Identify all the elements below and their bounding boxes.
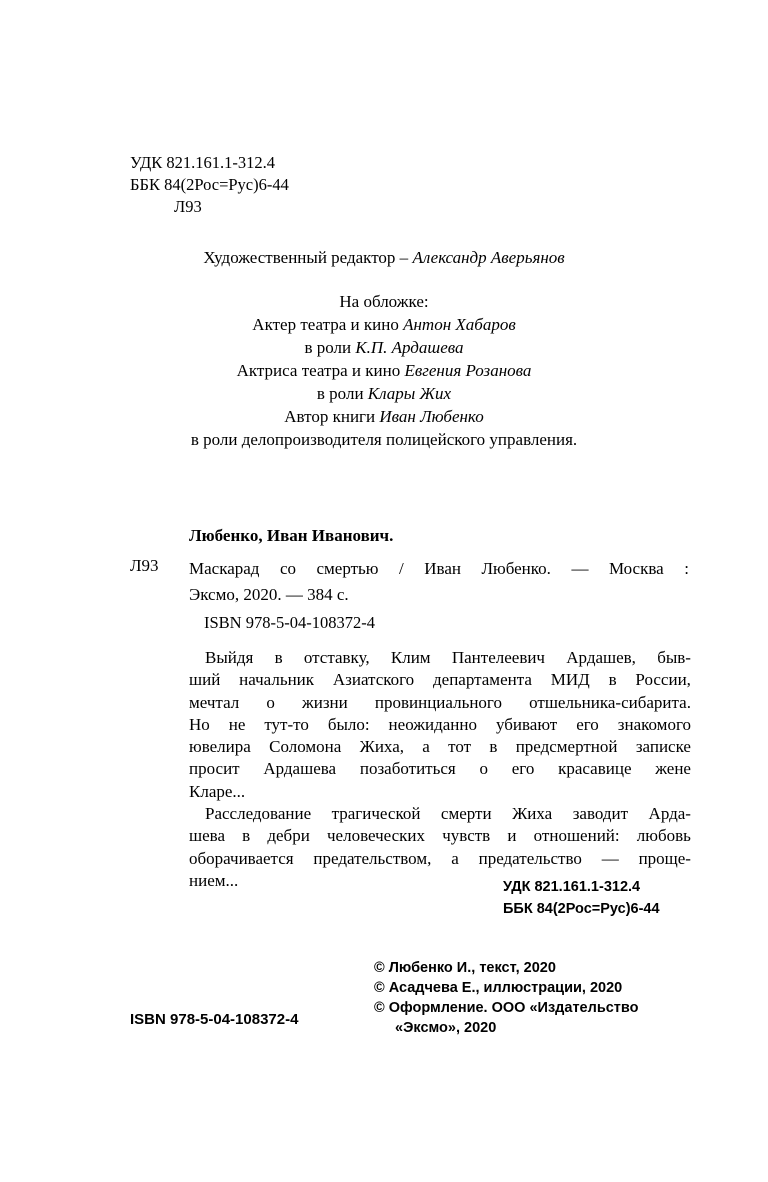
annotation-line: шева в дебри человеческих чувств и отношений: любовь — [189, 826, 691, 846]
author-mark: Л93 — [174, 197, 202, 216]
bottom-classification — [503, 876, 660, 920]
bottom-bbk: ББК 84(2Рос=Рус)6-44 — [503, 901, 660, 917]
catalog-description — [189, 556, 689, 608]
annotation-line: Выйдя в отставку, Клим Пантелеевич Ардашев, быв- — [205, 648, 691, 667]
catalog-line-2: Эксмо, 2020. — 384 с. — [189, 585, 349, 604]
cover-credits — [0, 290, 768, 451]
copyright-line: © Любенко И., текст, 2020 — [374, 960, 556, 976]
bottom-udk: УДК 821.161.1-312.4 — [503, 879, 641, 895]
editor-label: Художественный редактор – — [203, 248, 409, 267]
classification-codes — [130, 152, 289, 218]
cover-line: Актер театра и кино Антон Хабаров — [252, 315, 516, 334]
art-editor-line — [0, 248, 768, 268]
catalog-isbn: ISBN 978-5-04-108372-4 — [204, 613, 375, 632]
annotation-line: Кларе... — [189, 781, 246, 801]
udk-code: УДК 821.161.1-312.4 — [130, 153, 276, 172]
cover-line: Актриса театра и кино Евгения Розанова — [236, 361, 532, 380]
copyright-line: © Оформление. ООО «Издательство — [374, 1000, 639, 1016]
cover-line: в роли К.П. Ардашева — [304, 338, 464, 357]
cover-line: в роли делопроизводителя полицейского управления. — [190, 430, 578, 449]
annotation-line: нием... — [189, 870, 239, 890]
cover-line: в роли Клары Жих — [316, 384, 452, 403]
annotation-line: оборачивается предательством, а предательство — проще- — [189, 848, 691, 868]
catalog-line-1: Маскарад со смертью / Иван Любенко. — Москва : — [189, 559, 689, 578]
catalog-mark: Л93 — [130, 556, 159, 575]
annotation — [189, 647, 691, 892]
copyright-line: © Асадчева Е., иллюстрации, 2020 — [374, 980, 623, 996]
bbk-code: ББК 84(2Рос=Рус)6-44 — [130, 175, 289, 194]
annotation-line: просит Ардашева позаботиться о его красавице жене — [189, 759, 691, 779]
editor-name: Александр Аверьянов — [412, 248, 565, 267]
copyright-line: «Эксмо», 2020 — [395, 1020, 497, 1036]
copyright-block — [374, 958, 638, 1038]
isbn-bottom: ISBN 978-5-04-108372-4 — [130, 1011, 299, 1028]
annotation-line: ший начальник Азиатского департамента МИД в России, — [189, 670, 691, 690]
annotation-line: Расследование трагической смерти Жиха заводит Арда- — [205, 804, 691, 824]
catalog-author: Любенко, Иван Иванович. — [189, 526, 394, 545]
cover-line: Автор книги Иван Любенко — [284, 407, 484, 426]
annotation-line: ювелира Соломона Жиха, а тот в предсмертной записке — [189, 737, 691, 757]
annotation-line: Но не тут-то было: неожиданно убивают его знакомого — [189, 714, 691, 734]
cover-heading: На обложке: — [339, 292, 429, 311]
annotation-line: мечтал о жизни провинциального отшельника-сибарита. — [189, 692, 691, 712]
